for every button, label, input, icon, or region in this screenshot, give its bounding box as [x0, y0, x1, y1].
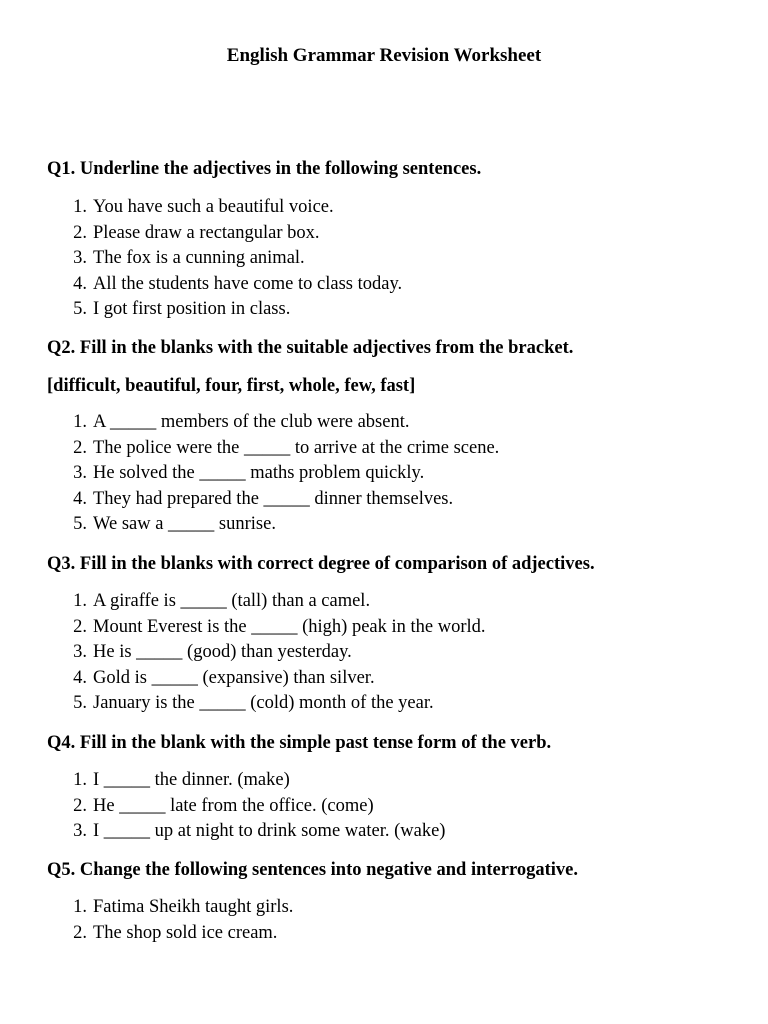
question-2-heading: Q2. Fill in the blanks with the suitable adjectives from the bracket.	[47, 338, 574, 358]
question-4-heading: Q4. Fill in the blank with the simple past tense form of the verb.	[47, 733, 552, 753]
item-number: 3.	[73, 463, 87, 484]
item-text: He is _____ (good) than yesterday.	[93, 642, 352, 663]
question-2-word-bank: [difficult, beautiful, four, first, whole, few, fast]	[47, 376, 416, 396]
item-text: Gold is _____ (expansive) than silver.	[93, 667, 375, 688]
item-text: He _____ late from the office. (come)	[93, 795, 374, 816]
item-text: The shop sold ice cream.	[93, 922, 278, 943]
item-number: 1.	[73, 197, 87, 217]
page-title: English Grammar Revision Worksheet	[226, 45, 542, 66]
item-text: The police were the _____ to arrive at the crime scene.	[93, 437, 500, 458]
item-text: Fatima Sheikh taught girls.	[93, 897, 294, 917]
item-text: They had prepared the _____ dinner themselves.	[93, 488, 454, 509]
item-number: 2.	[73, 795, 87, 816]
item-number: 1.	[73, 770, 87, 790]
item-number: 1.	[73, 412, 87, 432]
question-1-heading: Q1. Underline the adjectives in the following sentences.	[47, 159, 482, 179]
item-text: Mount Everest is the _____ (high) peak in the world.	[93, 616, 486, 637]
item-text: The fox is a cunning animal.	[93, 248, 305, 269]
item-number: 5.	[73, 514, 87, 535]
item-number: 5.	[73, 299, 87, 320]
item-text: A giraffe is _____ (tall) than a camel.	[93, 591, 371, 611]
item-number: 4.	[73, 273, 87, 294]
item-number: 2.	[73, 222, 87, 243]
item-text: You have such a beautiful voice.	[93, 197, 334, 217]
item-number: 4.	[73, 667, 87, 688]
item-text: A _____ members of the club were absent.	[93, 412, 410, 432]
item-number: 3.	[73, 642, 87, 663]
item-text: Please draw a rectangular box.	[93, 222, 320, 243]
item-number: 3.	[73, 821, 87, 842]
item-number: 3.	[73, 248, 87, 269]
item-number: 1.	[73, 897, 87, 917]
item-number: 4.	[73, 488, 87, 509]
item-number: 2.	[73, 616, 87, 637]
item-number: 5.	[73, 693, 87, 714]
item-text: January is the _____ (cold) month of the year.	[93, 693, 434, 714]
item-number: 2.	[73, 437, 87, 458]
item-number: 1.	[73, 591, 87, 611]
item-text: I got first position in class.	[93, 299, 291, 320]
item-text: I _____ the dinner. (make)	[93, 770, 290, 790]
item-text: We saw a _____ sunrise.	[93, 514, 276, 535]
item-text: All the students have come to class today.	[93, 273, 403, 294]
item-text: He solved the _____ maths problem quickly.	[93, 463, 425, 484]
question-3-heading: Q3. Fill in the blanks with correct degree of comparison of adjectives.	[47, 554, 595, 574]
item-text: I _____ up at night to drink some water. (wake)	[93, 821, 446, 842]
item-number: 2.	[73, 922, 87, 943]
question-5-heading: Q5. Change the following sentences into negative and interrogative.	[47, 860, 578, 880]
